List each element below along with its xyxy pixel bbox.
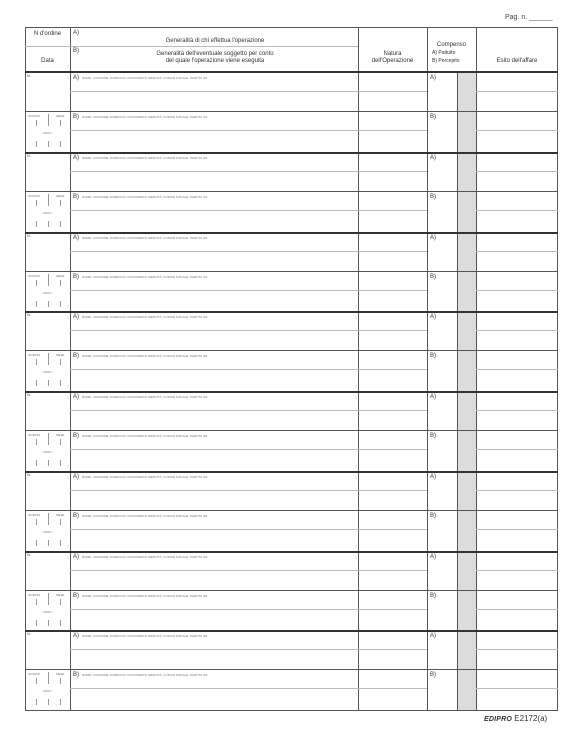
header-line-a-b [70, 46, 358, 47]
date-tick [48, 699, 49, 705]
date-tick [36, 301, 37, 307]
record-compenso-b: B) [430, 273, 436, 280]
record-marker-a: A) [73, 154, 79, 161]
record-giorno-label: GIORNO [28, 193, 41, 198]
record-n-label: N. [27, 232, 31, 238]
record-anno-label: ANNO [43, 370, 52, 375]
date-tick [48, 114, 49, 126]
date-tick [36, 540, 37, 546]
record-mese-label: MESE [56, 353, 65, 358]
record-anno-label: ANNO [43, 529, 52, 534]
record-marker-a: A) [73, 473, 79, 480]
record-fields-hint: NOME, COGNOME, DOMICILIO, DOCUMENTO IDENTITÀ, CODICE FISCALE, PARTITA IVA [82, 634, 208, 639]
date-tick [48, 301, 49, 307]
date-tick [36, 200, 37, 206]
writing-line [70, 570, 358, 571]
record-separator [25, 152, 558, 154]
record-mese-label: MESE [56, 193, 65, 198]
date-tick [60, 141, 61, 147]
record-marker-b: B) [73, 114, 79, 120]
header-natura-line2: dell'Operazione [371, 58, 414, 64]
date-tick [36, 280, 37, 286]
frame-left [25, 27, 26, 711]
date-tick [60, 120, 61, 126]
writing-line [358, 91, 427, 92]
record-marker-b: B) [73, 512, 79, 519]
date-tick [48, 433, 49, 445]
date-tick [48, 221, 49, 227]
writing-line [70, 490, 358, 491]
date-tick [36, 141, 37, 147]
record-marker-a: A) [73, 75, 79, 81]
record-anno-label: ANNO [43, 689, 52, 694]
record-compenso-a: A) [430, 314, 436, 321]
record-marker-a: A) [73, 394, 79, 400]
record-anno-label: ANNO [43, 290, 52, 295]
register-form [25, 27, 558, 711]
writing-line [70, 210, 358, 211]
record-anno-label: ANNO [43, 609, 52, 614]
record-fields-hint: NOME, COGNOME, DOMICILIO, DOCUMENTO IDENTITÀ, CODICE FISCALE, PARTITA IVA [82, 315, 208, 320]
record-compenso-a: A) [430, 633, 436, 640]
writing-line [476, 490, 558, 491]
frame-bottom [25, 710, 558, 711]
record-fields-hint: NOME, COGNOME, DOMICILIO, DOCUMENTO IDENTITÀ, CODICE FISCALE, PARTITA IVA [82, 434, 208, 438]
writing-line [358, 369, 427, 370]
writing-line [358, 410, 427, 411]
header-n-ordine: N d'ordine [33, 31, 62, 37]
record-compenso-a: A) [430, 75, 436, 81]
record-separator [25, 471, 558, 473]
writing-line [476, 570, 558, 571]
header-compenso-percepito: B) Percepito [432, 58, 460, 64]
header-data: Data [41, 58, 54, 64]
writing-line [358, 688, 427, 689]
header-marker-a: A) [73, 30, 79, 36]
record-marker-b: B) [73, 672, 79, 679]
record-marker-b: B) [73, 353, 79, 360]
record-n-label: N. [27, 551, 31, 557]
header-marker-b: B) [73, 48, 79, 54]
record-half-separator [25, 590, 558, 591]
header-generalita-b-line1: Generalità dell'eventuale soggetto per conto [156, 51, 274, 57]
record-fields-hint: NOME, COGNOME, DOMICILIO, DOCUMENTO IDENTITÀ, CODICE FISCALE, PARTITA IVA [82, 395, 208, 399]
header-compenso: Compenso [436, 42, 466, 48]
writing-line [358, 210, 427, 211]
record-compenso-b: B) [430, 592, 436, 599]
date-tick [36, 678, 37, 684]
date-tick [36, 221, 37, 227]
record-marker-b: B) [73, 592, 79, 599]
record-n-label: N. [27, 73, 31, 78]
record-compenso-b: B) [430, 353, 436, 360]
writing-line [476, 210, 558, 211]
record-compenso-b: B) [430, 114, 436, 120]
writing-line [358, 609, 427, 610]
record-fields-hint: NOME, COGNOME, DOMICILIO, DOCUMENTO IDENTITÀ, CODICE FISCALE, PARTITA IVA [82, 474, 208, 479]
record-n-label: N. [27, 392, 31, 397]
date-tick [48, 274, 49, 286]
writing-line [476, 688, 558, 689]
date-tick [60, 678, 61, 684]
header-line-n-data [25, 46, 70, 47]
record-n-label: N. [27, 471, 31, 477]
record-marker-a: A) [73, 633, 79, 640]
date-tick [48, 672, 49, 684]
writing-line [70, 251, 358, 252]
date-tick [36, 460, 37, 466]
date-tick [60, 460, 61, 466]
writing-line [358, 649, 427, 650]
record-fields-hint: NOME, COGNOME, DOMICILIO, DOCUMENTO IDENTITÀ, CODICE FISCALE, PARTITA IVA [82, 194, 208, 199]
date-tick [36, 620, 37, 626]
writing-line [358, 330, 427, 331]
record-half-separator [25, 350, 558, 351]
frame-top [25, 27, 558, 28]
date-tick [48, 141, 49, 147]
footer [484, 714, 547, 723]
date-tick [48, 513, 49, 525]
record-fields-hint: NOME, COGNOME, DOMICILIO, DOCUMENTO IDENTITÀ, CODICE FISCALE, PARTITA IVA [82, 115, 208, 119]
writing-line [70, 449, 358, 450]
date-tick [48, 353, 49, 365]
writing-line [70, 130, 358, 131]
record-giorno-label: GIORNO [28, 512, 41, 517]
record-mese-label: MESE [56, 512, 65, 517]
record-fields-hint: NOME, COGNOME, DOMICILIO, DOCUMENTO IDENTITÀ, CODICE FISCALE, PARTITA IVA [82, 593, 208, 598]
writing-line [358, 490, 427, 491]
record-compenso-b: B) [430, 193, 436, 200]
date-tick [48, 380, 49, 386]
writing-line [70, 649, 358, 650]
record-separator [25, 311, 558, 313]
writing-line [70, 529, 358, 530]
record-marker-a: A) [73, 234, 79, 241]
date-tick [60, 200, 61, 206]
record-fields-hint: NOME, COGNOME, DOMICILIO, DOCUMENTO IDENTITÀ, CODICE FISCALE, PARTITA IVA [82, 554, 208, 559]
date-tick [36, 359, 37, 365]
date-tick [60, 221, 61, 227]
record-compenso-b: B) [430, 512, 436, 519]
record-fields-hint: NOME, COGNOME, DOMICILIO, DOCUMENTO IDENTITÀ, CODICE FISCALE, PARTITA IVA [82, 673, 208, 678]
writing-line [476, 290, 558, 291]
record-fields-hint: NOME, COGNOME, DOMICILIO, DOCUMENTO IDENTITÀ, CODICE FISCALE, PARTITA IVA [82, 155, 208, 160]
record-n-label: N. [27, 631, 31, 637]
record-n-label: N. [27, 312, 31, 318]
record-mese-label: MESE [56, 592, 65, 597]
date-tick [60, 359, 61, 365]
writing-line [70, 369, 358, 370]
record-mese-label: MESE [56, 114, 65, 118]
record-half-separator [25, 191, 558, 192]
header-bottom-line [25, 71, 558, 73]
date-tick [48, 194, 49, 206]
date-tick [60, 439, 61, 445]
record-giorno-label: GIORNO [28, 273, 41, 278]
date-tick [60, 599, 61, 605]
record-half-separator [25, 111, 558, 112]
header-generalita-a: Generalità di chi effettua l'operazione [165, 38, 265, 44]
date-tick [48, 540, 49, 546]
writing-line [476, 649, 558, 650]
writing-line [358, 529, 427, 530]
record-separator [25, 391, 558, 393]
writing-line [476, 609, 558, 610]
record-separator [25, 232, 558, 234]
record-fields-hint: NOME, COGNOME, DOMICILIO, DOCUMENTO IDENTITÀ, CODICE FISCALE, PARTITA IVA [82, 235, 208, 240]
writing-line [70, 609, 358, 610]
record-marker-a: A) [73, 553, 79, 560]
writing-line [476, 330, 558, 331]
date-tick [36, 380, 37, 386]
date-tick [48, 460, 49, 466]
record-half-separator [25, 430, 558, 431]
record-marker-b: B) [73, 193, 79, 200]
date-tick [60, 699, 61, 705]
writing-line [70, 91, 358, 92]
date-tick [60, 540, 61, 546]
record-anno-label: ANNO [43, 450, 52, 454]
record-separator [25, 551, 558, 553]
brand-logo: EDIPRO [484, 716, 513, 723]
writing-line [70, 290, 358, 291]
date-tick [36, 120, 37, 126]
date-tick [36, 519, 37, 525]
writing-line [476, 369, 558, 370]
record-marker-b: B) [73, 273, 79, 280]
record-compenso-b: B) [430, 433, 436, 439]
record-fields-hint: NOME, COGNOME, DOMICILIO, DOCUMENTO IDENTITÀ, CODICE FISCALE, PARTITA IVA [82, 513, 208, 518]
writing-line [70, 171, 358, 172]
header-natura-line1: Natura [383, 51, 402, 57]
record-half-separator [25, 271, 558, 272]
header-generalita-b-line2: del quale l'operazione viene eseguita [165, 58, 265, 64]
record-giorno-label: GIORNO [28, 353, 41, 358]
record-compenso-a: A) [430, 394, 436, 400]
record-anno-label: ANNO [43, 131, 52, 135]
writing-line [358, 449, 427, 450]
date-tick [36, 599, 37, 605]
record-anno-label: ANNO [43, 210, 52, 215]
record-mese-label: MESE [56, 273, 65, 278]
record-marker-b: B) [73, 433, 79, 439]
writing-line [358, 171, 427, 172]
writing-line [358, 130, 427, 131]
date-tick [36, 439, 37, 445]
writing-line [358, 251, 427, 252]
writing-line [476, 449, 558, 450]
date-tick [60, 519, 61, 525]
writing-line [358, 290, 427, 291]
record-half-separator [25, 510, 558, 511]
writing-line [358, 570, 427, 571]
record-compenso-a: A) [430, 553, 436, 560]
writing-line [476, 130, 558, 131]
writing-line [476, 251, 558, 252]
record-mese-label: MESE [56, 433, 65, 437]
record-compenso-a: A) [430, 473, 436, 480]
record-giorno-label: GIORNO [28, 114, 41, 118]
record-giorno-label: GIORNO [28, 672, 41, 677]
date-tick [48, 593, 49, 605]
date-tick [60, 280, 61, 286]
record-marker-a: A) [73, 314, 79, 321]
writing-line [476, 91, 558, 92]
record-separator [25, 630, 558, 632]
record-compenso-b: B) [430, 672, 436, 679]
record-fields-hint: NOME, COGNOME, DOMICILIO, DOCUMENTO IDENTITÀ, CODICE FISCALE, PARTITA IVA [82, 76, 208, 80]
date-tick [36, 699, 37, 705]
writing-line [476, 529, 558, 530]
record-compenso-a: A) [430, 154, 436, 161]
record-half-separator [25, 669, 558, 670]
writing-line [70, 688, 358, 689]
date-tick [60, 301, 61, 307]
form-code: E2172(a) [514, 714, 548, 723]
record-giorno-label: GIORNO [28, 592, 41, 597]
date-tick [60, 380, 61, 386]
record-fields-hint: NOME, COGNOME, DOMICILIO, DOCUMENTO IDENTITÀ, CODICE FISCALE, PARTITA IVA [82, 274, 208, 279]
record-n-label: N. [27, 152, 31, 158]
date-tick [60, 620, 61, 626]
record-mese-label: MESE [56, 672, 65, 677]
header-compenso-pattuito: A) Pattuito [432, 50, 456, 56]
writing-line [70, 410, 358, 411]
record-compenso-a: A) [430, 234, 436, 241]
column-divider-natura [427, 27, 428, 711]
date-tick [48, 620, 49, 626]
writing-line [476, 410, 558, 411]
writing-line [70, 330, 358, 331]
header-esito: Esito dell'affare [496, 58, 538, 64]
page-number-label: Pag. n. ______ [505, 14, 553, 21]
writing-line [476, 171, 558, 172]
record-fields-hint: NOME, COGNOME, DOMICILIO, DOCUMENTO IDENTITÀ, CODICE FISCALE, PARTITA IVA [82, 354, 208, 359]
record-giorno-label: GIORNO [28, 433, 41, 437]
